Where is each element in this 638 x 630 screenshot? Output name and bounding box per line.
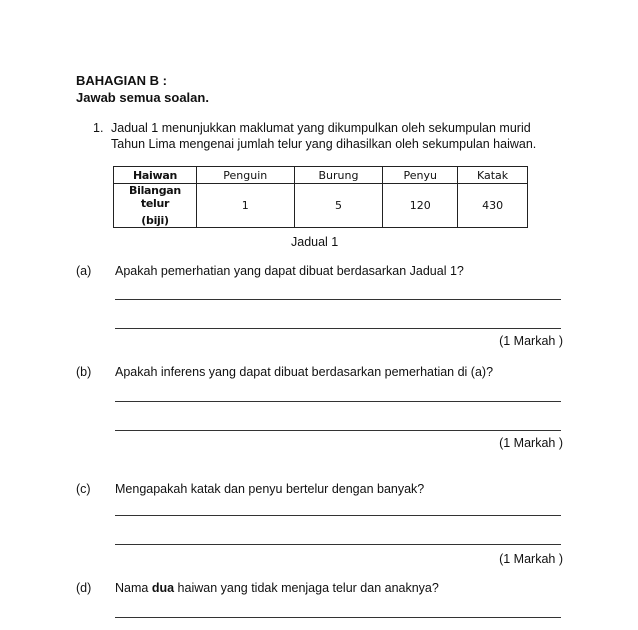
question-number: 1. xyxy=(93,121,104,135)
mark-label: (1 Markah ) xyxy=(499,334,563,348)
question-text xyxy=(111,120,571,152)
part-label: (a) xyxy=(76,264,92,278)
section-instruction: Jawab semua soalan. xyxy=(76,90,209,105)
part-question-pre: Nama xyxy=(115,581,152,595)
table-caption: Jadual 1 xyxy=(291,235,339,249)
part-label: (d) xyxy=(76,581,92,595)
answer-line[interactable] xyxy=(115,328,561,329)
part-question: Mengapakah katak dan penyu bertelur dengan banyak? xyxy=(115,482,425,496)
table-cell-animal: Katak xyxy=(458,167,528,184)
part-label: (c) xyxy=(76,482,91,496)
table-row-eggs xyxy=(114,184,528,228)
answer-line[interactable] xyxy=(115,617,561,618)
table-row-animals xyxy=(114,167,528,184)
answer-line[interactable] xyxy=(115,299,561,300)
part-question: Apakah inferens yang dapat dibuat berdasarkan pemerhatian di (a)? xyxy=(115,365,494,379)
answer-line[interactable] xyxy=(115,515,561,516)
table-cell-eggs: 120 xyxy=(383,184,458,228)
section-title: BAHAGIAN B : xyxy=(76,73,167,88)
answer-line[interactable] xyxy=(115,430,561,431)
mark-label: (1 Markah ) xyxy=(499,436,563,450)
mark-label: (1 Markah ) xyxy=(499,552,563,566)
table-cell-eggs: 5 xyxy=(294,184,383,228)
question-text-line1: Jadual 1 menunjukkan maklumat yang dikumpulkan oleh sekumpulan murid xyxy=(111,121,531,135)
answer-line[interactable] xyxy=(115,401,561,402)
part-question-bold: dua xyxy=(151,581,175,595)
table-cell-animal: Penyu xyxy=(383,167,458,184)
part-question-post: haiwan yang tidak menjaga telur dan anaknya? xyxy=(174,581,439,595)
part-question xyxy=(115,580,439,596)
table-cell-eggs: 430 xyxy=(458,184,528,228)
part-question: Apakah pemerhatian yang dapat dibuat berdasarkan Jadual 1? xyxy=(115,264,464,278)
table-header-eggs-line2: (biji) xyxy=(141,214,169,227)
egg-count-table xyxy=(113,166,528,228)
table-cell-eggs: 1 xyxy=(197,184,295,228)
table-cell-animal: Penguin xyxy=(197,167,295,184)
table-header-eggs-line1: Bilangan telur xyxy=(129,184,181,210)
part-label: (b) xyxy=(76,365,92,379)
table-header-animal: Haiwan xyxy=(114,167,197,184)
question-text-line2: Tahun Lima mengenai jumlah telur yang dihasilkan oleh sekumpulan haiwan. xyxy=(111,137,537,151)
table-cell-animal: Burung xyxy=(294,167,383,184)
section-heading xyxy=(76,72,209,106)
table-header-eggs xyxy=(114,184,197,228)
answer-line[interactable] xyxy=(115,544,561,545)
